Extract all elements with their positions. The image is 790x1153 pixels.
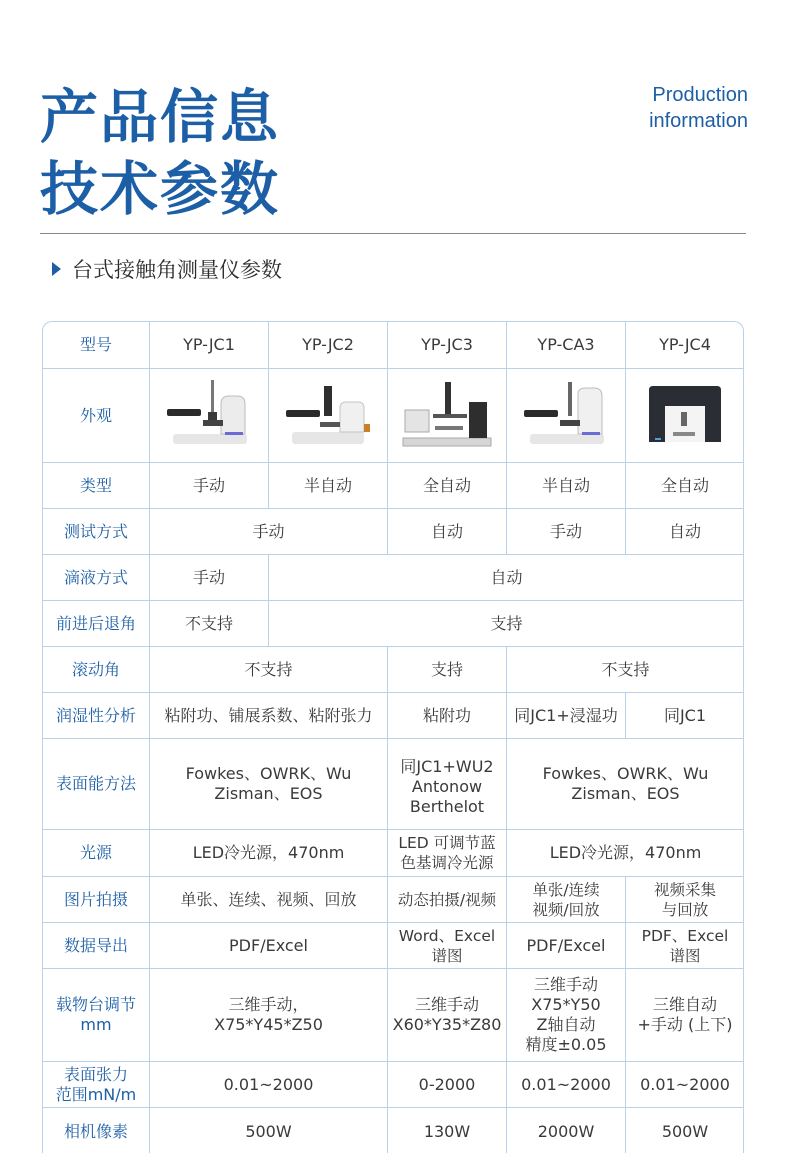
- cell-line: X75*Y50: [531, 995, 601, 1014]
- rolling-angle-cell: 不支持: [150, 647, 388, 693]
- stage-adjust-cell: [507, 969, 626, 1062]
- row-drop-mode: [43, 555, 745, 601]
- row-appearance: [43, 369, 745, 463]
- cell-line: 谱图: [431, 946, 463, 965]
- data-export-cell: PDF/Excel: [150, 923, 388, 969]
- surface-energy-cell: [388, 739, 507, 830]
- model-cell: YP-JC1: [150, 322, 269, 369]
- product-image-ca3: [507, 369, 626, 463]
- cell-line: 单张/连续: [532, 880, 600, 899]
- row-label: 滴液方式: [43, 555, 150, 601]
- row-type: [43, 463, 745, 509]
- spec-table: [42, 321, 744, 1153]
- stage-adjust-cell: [388, 969, 507, 1062]
- surface-energy-cell: [507, 739, 745, 830]
- camera-pixels-cell: 500W: [626, 1108, 745, 1153]
- row-surface-tension-range: [43, 1062, 745, 1108]
- english-title-line2: information: [649, 110, 748, 132]
- data-export-cell: PDF/Excel: [507, 923, 626, 969]
- drop-mode-cell: 手动: [150, 555, 269, 601]
- cell-line: X75*Y45*Z50: [214, 1015, 323, 1034]
- cell-line: Berthelot: [409, 797, 485, 816]
- cell-line: Zisman、EOS: [571, 784, 680, 803]
- wetting-analysis-cell: 同JC1: [626, 693, 745, 739]
- row-camera-pixels: [43, 1108, 745, 1153]
- cell-line: 三维手动: [414, 995, 479, 1014]
- row-label: 相机像素: [43, 1108, 150, 1153]
- row-wetting-analysis: [43, 693, 745, 739]
- cell-line: 三维手动: [533, 975, 598, 994]
- model-cell: YP-JC2: [269, 322, 388, 369]
- cell-line: 载物台调节: [55, 995, 136, 1014]
- test-mode-cell: 手动: [507, 509, 626, 555]
- image-capture-cell: [507, 877, 626, 923]
- rolling-angle-cell: 支持: [388, 647, 507, 693]
- row-label: 数据导出: [43, 923, 150, 969]
- product-image-jc3: [388, 369, 507, 463]
- cell-line: 同JC1+WU2: [400, 757, 494, 776]
- camera-pixels-cell: 2000W: [507, 1108, 626, 1153]
- cell-line: 三维自动: [652, 995, 717, 1014]
- row-data-export: [43, 923, 745, 969]
- row-label: 测试方式: [43, 509, 150, 555]
- type-cell: 半自动: [269, 463, 388, 509]
- type-cell: 全自动: [388, 463, 507, 509]
- light-source-cell: [388, 830, 507, 877]
- cell-line: 范围mN/m: [55, 1084, 137, 1104]
- cell-line: Word、Excel: [398, 926, 496, 945]
- row-label: 滚动角: [43, 647, 150, 693]
- row-rolling-angle: [43, 647, 745, 693]
- surface-energy-cell: [150, 739, 388, 830]
- english-title-line1: Production: [652, 84, 748, 106]
- camera-pixels-cell: 500W: [150, 1108, 388, 1153]
- page-title-line2: 技术参数: [40, 155, 281, 223]
- cell-line: 三维手动，: [228, 995, 309, 1014]
- data-export-cell: [388, 923, 507, 969]
- stage-adjust-cell: [150, 969, 388, 1062]
- cell-line: 色基调冷光源: [400, 854, 494, 872]
- light-source-cell: LED冷光源，470nm: [150, 830, 388, 877]
- row-stage-adjust: [43, 969, 745, 1062]
- cell-line: Fowkes、OWRK、Wu: [185, 764, 352, 783]
- model-cell: YP-JC3: [388, 322, 507, 369]
- cell-line: 视频/回放: [532, 900, 600, 919]
- row-advancing-receding: [43, 601, 745, 647]
- advancing-receding-cell: 支持: [269, 601, 745, 647]
- row-label: [43, 969, 150, 1062]
- image-capture-cell: 单张、连续、视频、回放: [150, 877, 388, 923]
- data-export-cell: [626, 923, 745, 969]
- camera-pixels-cell: 130W: [388, 1108, 507, 1153]
- row-label: 光源: [43, 830, 150, 877]
- image-capture-cell: [626, 877, 745, 923]
- cell-line: 精度±0.05: [525, 1035, 607, 1054]
- surface-tension-cell: 0.01~2000: [150, 1062, 388, 1108]
- surface-tension-cell: 0.01~2000: [507, 1062, 626, 1108]
- cell-line: Z轴自动: [536, 1015, 596, 1034]
- cell-line: Fowkes、OWRK、Wu: [542, 764, 709, 783]
- surface-tension-cell: 0.01~2000: [626, 1062, 745, 1108]
- caret-right-icon: [52, 262, 61, 276]
- row-label: 型号: [43, 322, 150, 369]
- cell-line: 谱图: [669, 946, 701, 965]
- row-test-mode: [43, 509, 745, 555]
- model-cell: YP-JC4: [626, 322, 745, 369]
- test-mode-cell: 自动: [388, 509, 507, 555]
- model-cell: YP-CA3: [507, 322, 626, 369]
- row-label: 表面能方法: [43, 739, 150, 830]
- section-subtitle: 台式接触角测量仪参数: [72, 258, 282, 282]
- row-label: [43, 1062, 150, 1108]
- product-image-jc1: [150, 369, 269, 463]
- row-label: 前进后退角: [43, 601, 150, 647]
- cell-line: Zisman、EOS: [214, 784, 323, 803]
- type-cell: 手动: [150, 463, 269, 509]
- row-label: 图片拍摄: [43, 877, 150, 923]
- wetting-analysis-cell: 粘附功: [388, 693, 507, 739]
- type-cell: 半自动: [507, 463, 626, 509]
- row-label: 润湿性分析: [43, 693, 150, 739]
- spec-table-container: [42, 321, 744, 1153]
- cell-line: LED 可调节蓝: [398, 834, 496, 852]
- drop-mode-cell: 自动: [269, 555, 745, 601]
- test-mode-cell: 自动: [626, 509, 745, 555]
- light-source-cell: LED冷光源，470nm: [507, 830, 745, 877]
- cell-line: +手动 (上下): [637, 1015, 733, 1034]
- cell-line: 视频采集: [653, 880, 716, 899]
- row-label: 类型: [43, 463, 150, 509]
- page-title-line1: 产品信息: [40, 83, 281, 151]
- type-cell: 全自动: [626, 463, 745, 509]
- wetting-analysis-cell: 同JC1+浸湿功: [507, 693, 626, 739]
- cell-line: 表面张力: [63, 1064, 128, 1084]
- product-image-jc4: [626, 369, 745, 463]
- test-mode-cell: 手动: [150, 509, 388, 555]
- header-divider: [40, 233, 746, 234]
- image-capture-cell: 动态拍摄/视频: [388, 877, 507, 923]
- stage-adjust-cell: [626, 969, 745, 1062]
- row-image-capture: [43, 877, 745, 923]
- surface-tension-cell: 0-2000: [388, 1062, 507, 1108]
- row-light-source: [43, 830, 745, 877]
- row-label: 外观: [43, 369, 150, 463]
- cell-line: 与回放: [661, 900, 709, 919]
- row-surface-energy: [43, 739, 745, 830]
- product-image-jc2: [269, 369, 388, 463]
- cell-line: Antonow: [411, 777, 483, 796]
- rolling-angle-cell: 不支持: [507, 647, 745, 693]
- wetting-analysis-cell: 粘附功、铺展系数、粘附张力: [150, 693, 388, 739]
- row-model: [43, 322, 745, 369]
- cell-line: X60*Y35*Z80: [392, 1015, 502, 1034]
- advancing-receding-cell: 不支持: [150, 601, 269, 647]
- cell-line: mm: [80, 1015, 112, 1034]
- cell-line: PDF、Excel: [641, 926, 729, 945]
